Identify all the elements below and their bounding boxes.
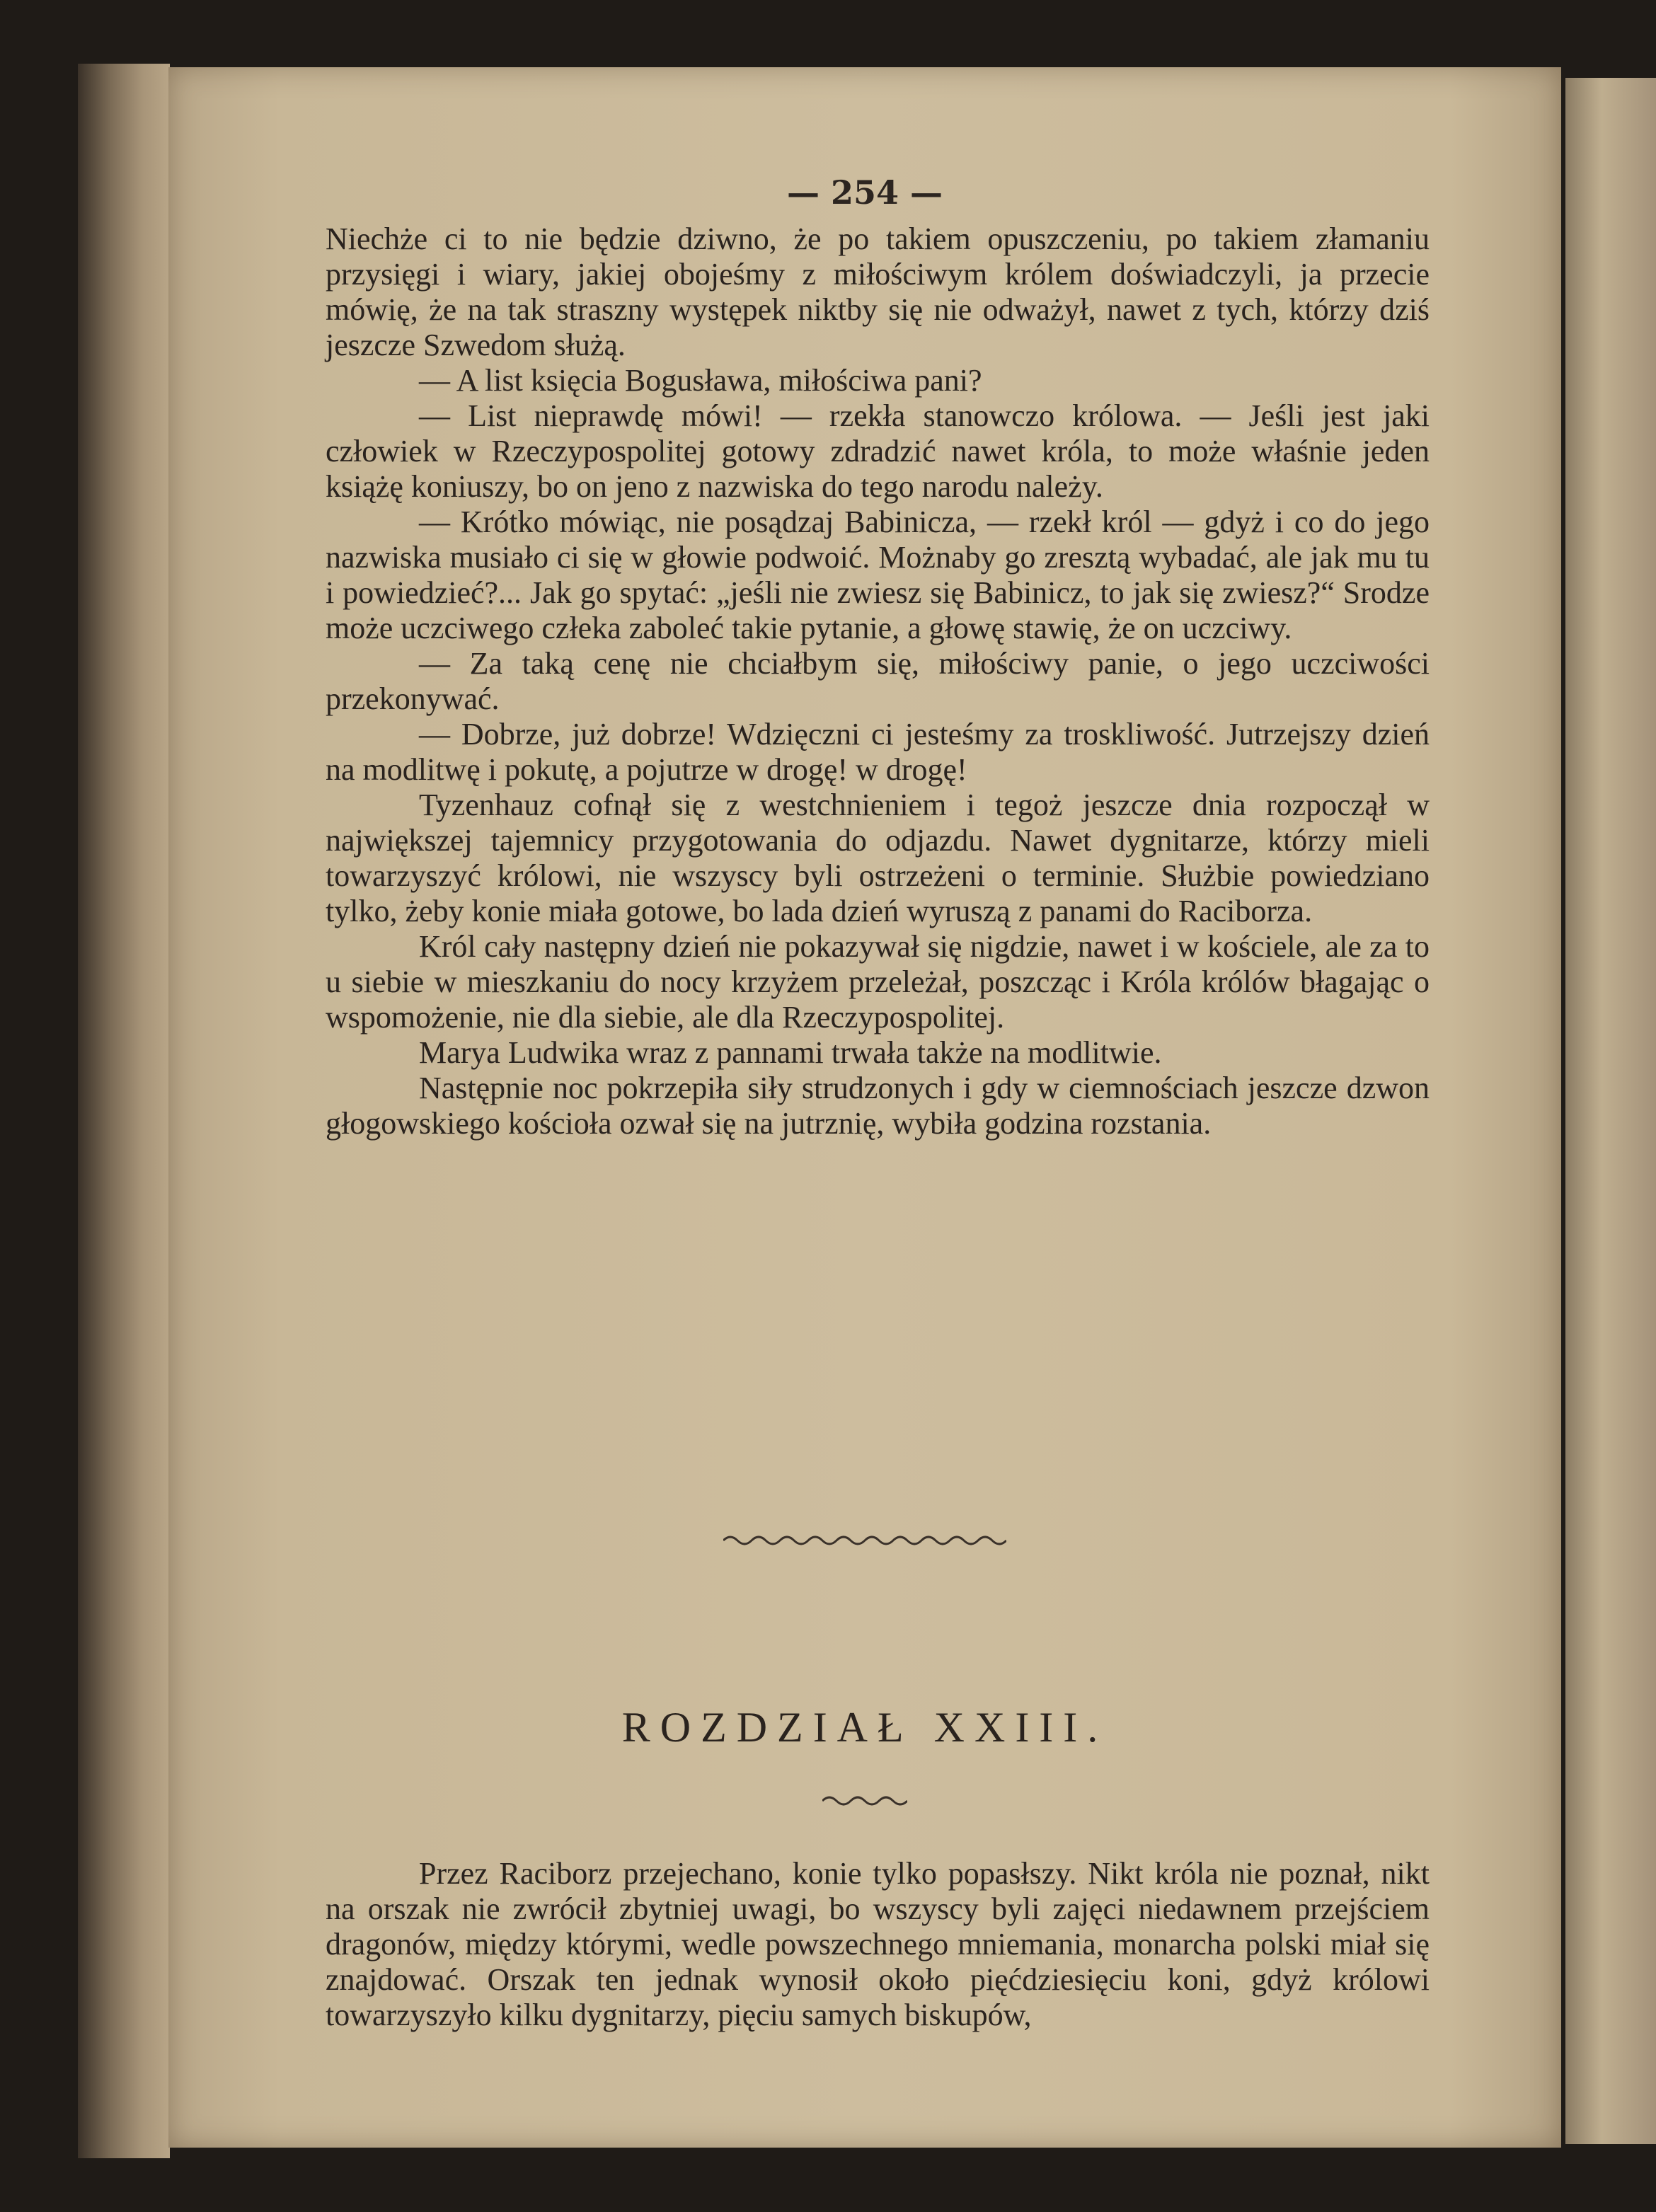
book-spine [78,64,170,2158]
body-text-top [326,221,1430,1141]
chapter-title: ROZDZIAŁ XXIII. [621,1704,1108,1751]
paragraph: Marya Ludwika wraz z pannami trwała także na modlitwie. [419,1035,1162,1070]
paragraph: Tyzenhauz cofnął się z westchnieniem i tegoż jeszcze dnia rozpoczął w największej tajemnicy przygotowania do odjazdu. Nawet dygnitarze, którzy mieli towarzyszyć królowi, nie wszyscy byli ostrzeżeni o terminie. Służbie powiedziano tylko, żeby konie miała gotowe, bo lada dzień wyruszą z panami do Raciborza. [326,788,1430,928]
next-page-edge [1565,78,1656,2144]
paragraph: — Krótko mówiąc, nie posądzaj Babinicza, — rzekł król — gdyż i co do jego nazwiska musiało ci się w głowie podwoić. Możnaby go zresztą wybadać, ale jak mu tu i powiedzieć?... Jak go spytać: „jeśli nie zwiesz się Babinicz, to jak się zwiesz?“ Srodze może uczciwego człeka zaboleć takie pytanie, a głowę stawię, że on uczciwy. [326,505,1430,645]
paragraph: — Dobrze, już dobrze! Wdzięczni ci jesteśmy za troskliwość. Jutrzejszy dzień na modlitwę i pokutę, a pojutrze w drogę! w drogę! [326,717,1430,787]
paragraph: — A list księcia Bogusława, miłościwa pani? [419,363,982,398]
wavy-ornament-icon [723,1532,1006,1549]
paragraph: Przez Raciborz przejechano, konie tylko popasłszy. Nikt króla nie poznał, nikt na orszak nie zwrócił zbytniej uwagi, bo wszyscy byli zajęci niedawnem przejściem dragonów, między którymi, wedle powszechnego mniemania, monarcha polski miał się znajdować. Orszak ten jednak wynosił około pięćdziesięciu koni, gdyż królowi towarzyszyło kilku dygnitarzy, pięciu samych biskupów, [326,1856,1430,2032]
section-divider-ornament [168,1532,1561,1549]
small-wavy-ornament-icon [822,1794,907,1808]
paragraph: Król cały następny dzień nie pokazywał się nigdzie, nawet i w kościele, ale za to u siebie w mieszkaniu do nocy krzyżem przeleżał, poszcząc i Króla królów błagając o wspomożenie, nie dla siebie, ale dla Rzeczypospolitej. [326,929,1430,1035]
page-number: — 254 — [786,173,943,212]
body-text-bottom [326,1856,1430,2033]
chapter-ornament [168,1794,1561,1808]
book-page [168,67,1561,2148]
paragraph: — List nieprawdę mówi! — rzekła stanowczo królowa. — Jeśli jest jaki człowiek w Rzeczypospolitej gotowy zdradzić nawet króla, to może właśnie jeden książę koniuszy, bo on jeno z nazwiska do tego narodu należy. [326,398,1430,504]
paragraph: Następnie noc pokrzepiła siły strudzonych i gdy w ciemnościach jeszcze dzwon głogowskiego kościoła ozwał się na jutrznię, wybiła godzina rozstania. [326,1071,1430,1141]
paragraph: Niechże ci to nie będzie dziwno, że po takiem opuszczeniu, po takiem złamaniu przysięgi i wiary, jakiej obojeśmy z miłościwym królem doświadczyli, ja przecie mówię, że na tak straszny występek niktby się nie odważył, nawet z tych, którzy dziś jeszcze Szwedom służą. [326,221,1430,362]
paragraph: — Za taką cenę nie chciałbym się, miłościwy panie, o jego uczciwości przekonywać. [326,646,1430,716]
